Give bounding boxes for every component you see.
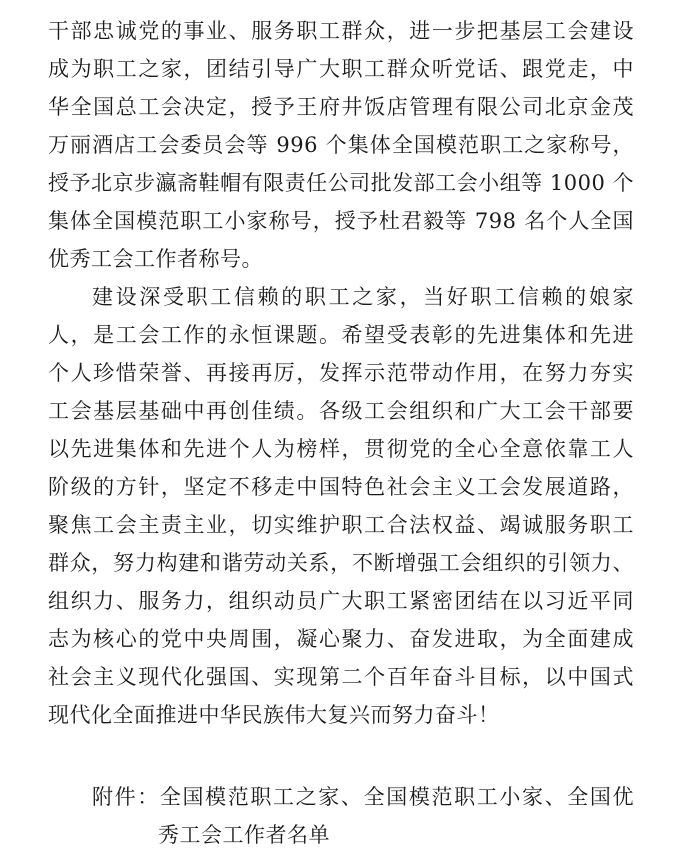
paragraph-line: 工会基层基础中再创佳绩。各级工会组织和广大工会干部要: [48, 399, 634, 423]
paragraph-line: 人，是工会工作的永恒课题。希望受表彰的先进集体和先进: [48, 323, 634, 347]
paragraph-line: 组织力、服务力，组织动员广大职工紧密团结在以习近平同: [48, 589, 634, 613]
paragraph-line: 万丽酒店工会委员会等 996 个集体全国模范职工之家称号，: [48, 133, 634, 157]
paragraph-line: 个人珍惜荣誉、再接再厉，发挥示范带动作用，在努力夯实: [48, 361, 634, 385]
attachment-line: 秀工会工作者名单: [158, 823, 330, 847]
paragraph-line: 以先进集体和先进个人为榜样，贯彻党的全心全意依靠工人: [48, 437, 634, 461]
attachment-line: 附件：全国模范职工之家、全国模范职工小家、全国优: [92, 785, 634, 809]
paragraph-line: 聚焦工会主责主业，切实维护职工合法权益、竭诚服务职工: [48, 513, 634, 537]
paragraph-line: 成为职工之家，团结引导广大职工群众听党话、跟党走，中: [48, 57, 634, 81]
paragraph-line: 社会主义现代化强国、实现第二个百年奋斗目标，以中国式: [48, 665, 634, 689]
paragraph-line: 干部忠诚党的事业、服务职工群众，进一步把基层工会建设: [48, 19, 634, 43]
paragraph-line: 华全国总工会决定，授予王府井饭店管理有限公司北京金茂: [48, 95, 634, 119]
paragraph-line: 优秀工会工作者称号。: [48, 247, 263, 271]
paragraph-line: 授予北京步瀛斋鞋帽有限责任公司批发部工会小组等 1000 个: [48, 171, 634, 195]
paragraph-line: 志为核心的党中央周围，凝心聚力、奋发进取，为全面建成: [48, 627, 634, 651]
paragraph-line: 建设深受职工信赖的职工之家，当好职工信赖的娘家: [92, 285, 634, 309]
paragraph-line: 集体全国模范职工小家称号，授予杜君毅等 798 名个人全国: [48, 209, 634, 233]
paragraph-line: 阶级的方针，坚定不移走中国特色社会主义工会发展道路，: [48, 475, 634, 499]
paragraph-line: 群众，努力构建和谐劳动关系，不断增强工会组织的引领力、: [48, 551, 634, 575]
paragraph-line: 现代化全面推进中华民族伟大复兴而努力奋斗！: [48, 703, 500, 727]
